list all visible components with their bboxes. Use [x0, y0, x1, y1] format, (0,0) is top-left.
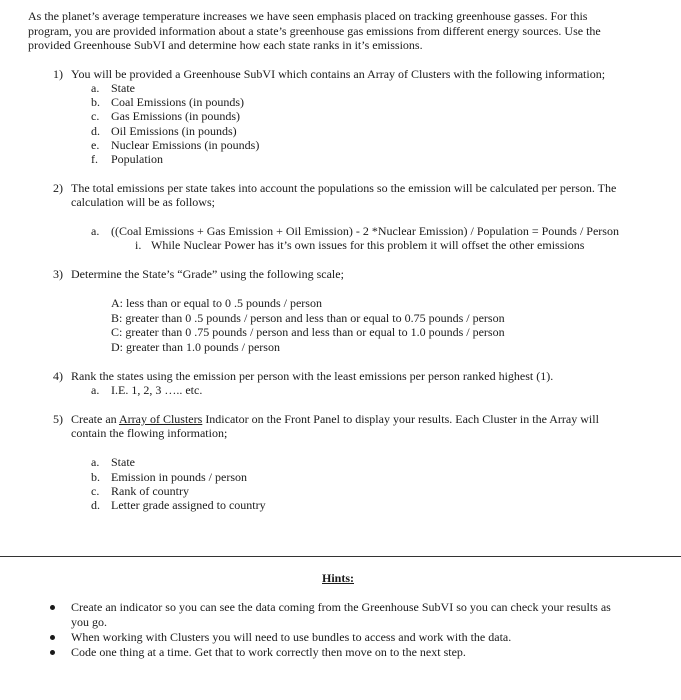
step-2-formula: ((Coal Emissions + Gas Emission + Oil Emission) - 2 *Nuclear Emission) / Population = Pounds / Person: [111, 224, 619, 238]
step-5-item-grade: Letter grade assigned to country: [111, 498, 266, 512]
step-5-item-marker: a.: [91, 455, 100, 469]
step-4-example: I.E. 1, 2, 3 ….. etc.: [111, 383, 203, 397]
step-2-note: While Nuclear Power has it’s own issues for this problem it will offset the other emissions: [151, 238, 585, 252]
bullet-icon: [50, 605, 55, 610]
step-5-number: 5): [53, 412, 63, 426]
step-2-formula-marker: a.: [91, 224, 100, 238]
step-2-text-line-2: calculation will be as follows;: [71, 195, 215, 209]
step-5-text-line-1: [71, 412, 599, 426]
hint-1-line-1: Create an indicator so you can see the data coming from the Greenhouse SubVI so you can check your results as: [71, 600, 611, 614]
hint-1-line-2: you go.: [71, 615, 107, 629]
step-5-item-marker: b.: [91, 470, 100, 484]
step-2-text-line-1: The total emissions per state takes into account the populations so the emission will be calculated per person. The: [71, 181, 617, 195]
array-of-clusters-term: Array of Clusters: [118, 412, 203, 426]
hint-3: Code one thing at a time. Get that to work correctly then move on to the next step.: [71, 645, 466, 659]
section-divider: [0, 556, 681, 557]
step-1-item-nuclear: Nuclear Emissions (in pounds): [111, 138, 260, 152]
step-5-item-marker: d.: [91, 498, 100, 512]
grade-b: B: greater than 0 .5 pounds / person and less than or equal to 0.75 pounds / person: [111, 311, 505, 325]
step-1-item-oil: Oil Emissions (in pounds): [111, 124, 237, 138]
step-1-number: 1): [53, 67, 63, 81]
hint-2: When working with Clusters you will need to use bundles to access and work with the data.: [71, 630, 512, 644]
intro-line-3: provided Greenhouse SubVI and determine how each state ranks in it’s emissions.: [28, 38, 423, 52]
step-4-number: 4): [53, 369, 63, 383]
step-5-text-pre: Create an: [71, 412, 119, 426]
bullet-icon: [50, 635, 55, 640]
step-4-example-marker: a.: [91, 383, 100, 397]
step-5-text-line-2: contain the flowing information;: [71, 426, 228, 440]
grade-c: C: greater than 0 .75 pounds / person and less than or equal to 1.0 pounds / person: [111, 325, 505, 339]
step-5-text-post: Indicator on the Front Panel to display your results. Each Cluster in the Array will: [202, 412, 599, 426]
step-2-note-marker: i.: [135, 238, 142, 252]
step-3-number: 3): [53, 267, 63, 281]
bullet-icon: [50, 650, 55, 655]
step-1-item-marker: d.: [91, 124, 100, 138]
step-5-item-emission: Emission in pounds / person: [111, 470, 248, 484]
step-1-text: You will be provided a Greenhouse SubVI which contains an Array of Clusters with the following information;: [71, 67, 606, 81]
hints-title: Hints:: [322, 571, 355, 585]
step-5-item-marker: c.: [91, 484, 100, 498]
step-1-item-gas: Gas Emissions (in pounds): [111, 109, 240, 123]
step-2-number: 2): [53, 181, 63, 195]
step-1-item-population: Population: [111, 152, 164, 166]
step-1-item-marker: c.: [91, 109, 100, 123]
step-1-item-marker: b.: [91, 95, 100, 109]
step-5-item-rank: Rank of country: [111, 484, 189, 498]
grade-a: A: less than or equal to 0 .5 pounds / person: [111, 296, 322, 310]
step-1-item-state: State: [111, 81, 135, 95]
step-1-item-coal: Coal Emissions (in pounds): [111, 95, 245, 109]
step-5-item-state: State: [111, 455, 135, 469]
step-1-item-marker: f.: [91, 152, 98, 166]
step-1-item-marker: e.: [91, 138, 100, 152]
step-4-text: Rank the states using the emission per person with the least emissions per person ranked highest (1).: [71, 369, 554, 383]
intro-line-1: As the planet’s average temperature increases we have seen emphasis placed on tracking greenhouse gasses. For this: [28, 9, 588, 23]
step-3-text: Determine the State’s “Grade” using the following scale;: [71, 267, 344, 281]
step-1-item-marker: a.: [91, 81, 100, 95]
grade-d: D: greater than 1.0 pounds / person: [111, 340, 280, 354]
intro-line-2: program, you are provided information about a state’s greenhouse gas emissions from different energy sources. Use the: [28, 24, 601, 38]
